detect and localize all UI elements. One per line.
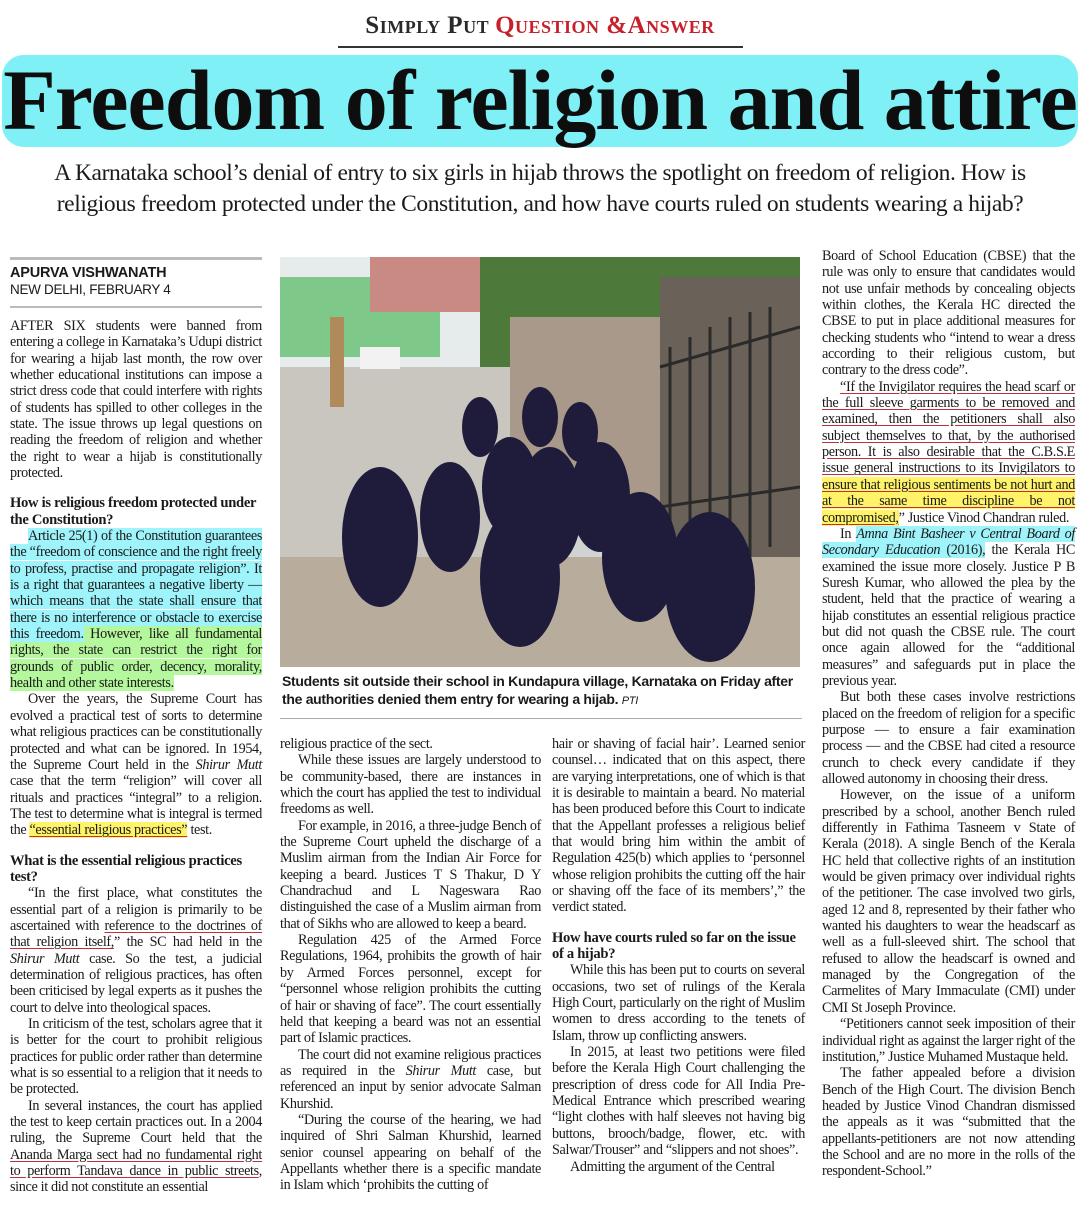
paragraph (822, 526, 1075, 689)
text-run: Board of School Education (CBSE) that the rule was only to ensure that candidates would not use unfair methods by concealing objects within clothes, the Kerala HC directed the CBSE to put in place additional measures for checking students who “intend to wear a dress according to their religious custom, but contrary to the dress code”. (822, 248, 1075, 379)
paragraph (552, 1044, 805, 1158)
text-run: Shirur Mutt (195, 756, 262, 773)
text-run: In (840, 525, 857, 542)
byline-rule-bottom (10, 306, 262, 308)
highlighted-text: Article 25(1) of the Constitution guarantees the “freedom of conscience and the right freely to profess, practise and propagate religion”. It is a right that guarantees a negative liberty — which means that the state shall ensure that there is no interference or obstacle to exercise this freedom. (10, 528, 262, 643)
text-run: ” Justice Vinod Chandran ruled. (898, 509, 1070, 526)
text-run: Shirur Mutt (10, 950, 80, 967)
news-photo (280, 257, 800, 667)
section-heading (552, 930, 805, 963)
paragraph (10, 691, 262, 838)
text-run: While these issues are largely understood to be community-based, there are instances in which the court has applied the test to individual freedoms as well. (280, 752, 541, 818)
photo-credit: PTI (621, 695, 639, 707)
text-run: AFTER SIX students were banned from entering a college in Karnataka’s Udupi district for wearing a hijab last month, the row over whether educational institutions can impose a strict dress code that could interfere with rights of students has spilled to other colleges in the state. The issue throws up legal questions on reading the freedom of religion and whether the right to wear a hijab is constitutionally protected. (10, 318, 262, 482)
byline-rule-top (10, 257, 262, 260)
section-heading (10, 495, 262, 528)
text-run: the Kerala HC examined the issue more closely. Justice P B Suresh Kumar, who allowed the plea by the student, held that the practice of wearing a hijab constitutes an essential religious practice but did not quash the CBSE rule. The court once again allowed for the “additional measures” and safeguards put in place the previous year. (822, 542, 1075, 689)
text-run: religious practice of the sect. (280, 736, 433, 752)
text-run: In criticism of the test, scholars agree that it is better for the court to prohibit religious practices for public order rather than determine what is so essential to a religion that it needs to be protected. (10, 1015, 262, 1098)
text-run: “In the first place, what constitutes the essential part of a religion is primarily to be ascertained with (10, 885, 262, 934)
text-run: Shirur Mutt (405, 1062, 477, 1079)
kicker-qa: Question &Answer (495, 12, 715, 39)
paragraph (822, 787, 1075, 1016)
author-name: APURVA VISHWANATH (10, 265, 167, 281)
paragraph (10, 1098, 262, 1196)
paragraph (10, 1016, 262, 1098)
caption-rule (280, 718, 802, 719)
caption-text: Students sit outside their school in Kundapura village, Karnataka on Friday after the authorities denied them entry for wearing a hijab. (282, 673, 793, 707)
article-column-2 (280, 736, 541, 1194)
text-run: case. So the test, a judicial determination of religious practices, has often been criticised by legal experts as it pushes the court to delve into theological spaces. (10, 950, 262, 1016)
paragraph (822, 379, 1075, 526)
section-kicker (0, 12, 1080, 40)
paragraph (822, 1065, 1075, 1179)
text-run: Over the years, the Supreme Court has evolved a practical test of sorts to determine what religious practices can be constitutionally protected and what can be ignored. In 1954, the Supreme Court held in the (10, 691, 262, 773)
text-run: The father appealed before a division Bench of the High Court. The division Bench headed by Justice Vinod Chandran dismissed the appeals as it was “submitted that the appellants-petitioners are not now attending the School and are no more in the rolls of the respondent-School.” (822, 1065, 1075, 1180)
text-run: case that the term “religion” will cover all rituals and practices “integral” to a religion. The test to determine what is integral is termed the (10, 773, 262, 839)
paragraph (822, 1016, 1075, 1065)
paragraph (552, 1159, 805, 1175)
text-run: hair or shaving of facial hair’. Learned senior counsel… indicated that on this aspect, there are varying interpretations, one of which is that it is desirable to maintain a beard. No material has been produced before this Court to indicate that the Appellant professes a religious belief that would bring him within the ambit of Regulation 425(b) which applies to ‘personnel whose religion prohibits the cutting off the hair or shaving off the face of its members’,” the verdict stated. (552, 736, 805, 916)
text-run: Regulation 425 of the Armed Force Regulations, 1964, prohibits the growth of hair by Armed Forces personnel, except for “personnel whose religion prohibits the cutting of hair or shaving of face”. The court essentially held that keeping a beard was not an essential part of Islamic practices. (280, 932, 541, 1047)
text-run: For example, in 2016, a three-judge Bench of the Supreme Court upheld the discharge of a Muslim airman from the Indian Air Force for keeping a beard. Justices T S Thakur, D Y Chandrachud and L Nageswara Rao distinguished the case of a Muslim airman from that of Sikhs who are allowed to keep a beard. (280, 817, 541, 932)
paragraph (552, 736, 805, 916)
paragraph (280, 932, 541, 1046)
text-run: How is religious freedom protected under the Constitution? (10, 495, 256, 528)
text-run: “During the course of the hearing, we had inquired of Shri Salman Khurshid, learned senior counsel appearing on behalf of the Appellants whether there is a specific mandate in Islam which ‘prohibits the cutting of (280, 1111, 541, 1194)
text-run: In 2015, at least two petitions were filed before the Kerala High Court challenging the prescription of dress code for All India Pre-Medical Entrance which prescribed wearing “light clothes with half sleeves not having big buttons, brooch/badge, flower, etc. with Salwar/Trouser” and “slippers and not shoes”. (552, 1044, 805, 1159)
text-run: “Petitioners cannot seek imposition of their individual right as against the larger right of the institution,” Justice Muhamed Mustaque held. (822, 1016, 1075, 1065)
text-run: test. (187, 822, 212, 839)
paragraph (552, 962, 805, 1044)
underlined-text: Ananda Marga sect had no fundamental right to perform Tandava dance in public streets (10, 1146, 262, 1179)
text-run: How have courts ruled so far on the issue of a hijab? (552, 929, 796, 963)
paragraph (10, 318, 262, 481)
photo-students-outside-school (280, 257, 800, 667)
text-run: , since it did not constitute an essential (10, 1163, 262, 1196)
text-run: But both these cases involve restrictions placed on the freedom of religion for a specific purpose — to ensure a fair examination process — and the CBSE had cited a resource crunch to check every candidate if they allowed autonomy in choosing their dress. (822, 689, 1075, 787)
underlined-text: reference to the doctrines of that religion itself, (10, 917, 262, 951)
paragraph (280, 752, 541, 817)
dateline: NEW DELHI, FEBRUARY 4 (10, 282, 171, 297)
headline: Freedom of religion and attire (3, 52, 1077, 148)
text-run: ” the SC had held in the (114, 934, 262, 951)
section-heading (10, 853, 262, 886)
paragraph (10, 885, 262, 1016)
paragraph (280, 818, 541, 932)
paragraph (10, 528, 262, 691)
text-run: Admitting the argument of the Central (570, 1158, 775, 1175)
text-run: While this has been put to courts on several occasions, two set of rulings of the Kerala High Court, particularly on the right of Muslim women to dress according to the tenets of Islam, throw up conflicting answers. (552, 962, 805, 1044)
underlined-text: “If the Invigilator requires the head scarf or the full sleeve garments to be removed and examined, then the petitioners shall also subject themselves to that, by the authorised person. It is also desirable that the C.B.S.E issue general instructions to its Invigilators to (822, 378, 1075, 477)
article-column-1 (10, 318, 262, 1196)
byline (10, 265, 171, 297)
photo-caption (282, 672, 802, 710)
highlighted-text: “essential religious practices” (29, 822, 188, 839)
paragraph (280, 1112, 541, 1194)
paragraph (280, 1047, 541, 1112)
kicker-rule (338, 46, 743, 48)
text-run: case, but referenced an input by senior advocate Salman Khurshid. (280, 1062, 541, 1112)
highlighted-text: However, like all fundamental rights, the state can restrict the right for grounds of public order, decency, morality, health and other state interests. (10, 626, 262, 692)
text-run: However, on the issue of a uniform prescribed by a school, another Bench ruled differently in Fathima Tasneem v State of Kerala (2018). A single Bench of the Kerala HC held that collective rights of an institution would be given primacy over individual rights of the petitioner. The case involved two girls, aged 12 and 8, represented by their father who wanted his daughters to wear the headscarf as well as a full-sleeved shirt. The school that refused to allow the headscarf is owned and managed by the Congregation of the Carmelites of Mary Immaculate (CMI) under CMI St Joseph Province. (822, 787, 1075, 1016)
text-run: What is the essential religious practices test? (10, 852, 242, 885)
highlighted-text: Amna Bint Basheer v Central Board of Secondary Education (822, 525, 1075, 559)
standfirst: A Karnataka school’s denial of entry to six girls in hijab throws the spotlight on freedom of religion. How is religious freedom protected under the Constitution, and how have courts ruled on students wearing a hijab? (54, 160, 1026, 217)
paragraph (822, 689, 1075, 787)
highlighted-text: (2016), (940, 542, 986, 559)
highlighted-text: ensure that religious sentiments be not hurt and at the same time discipline be not compromised, (822, 476, 1075, 526)
article-column-4 (822, 248, 1075, 1180)
kicker-simply-put: Simply Put (365, 12, 490, 39)
article-column-3 (552, 736, 805, 1175)
paragraph (822, 248, 1075, 379)
text-run: The court did not examine religious practices as required in the (280, 1046, 541, 1079)
paragraph (280, 736, 541, 752)
text-run: In several instances, the court has applied the test to keep certain practices out. In a 2004 ruling, the Supreme Court held that the (10, 1097, 262, 1147)
